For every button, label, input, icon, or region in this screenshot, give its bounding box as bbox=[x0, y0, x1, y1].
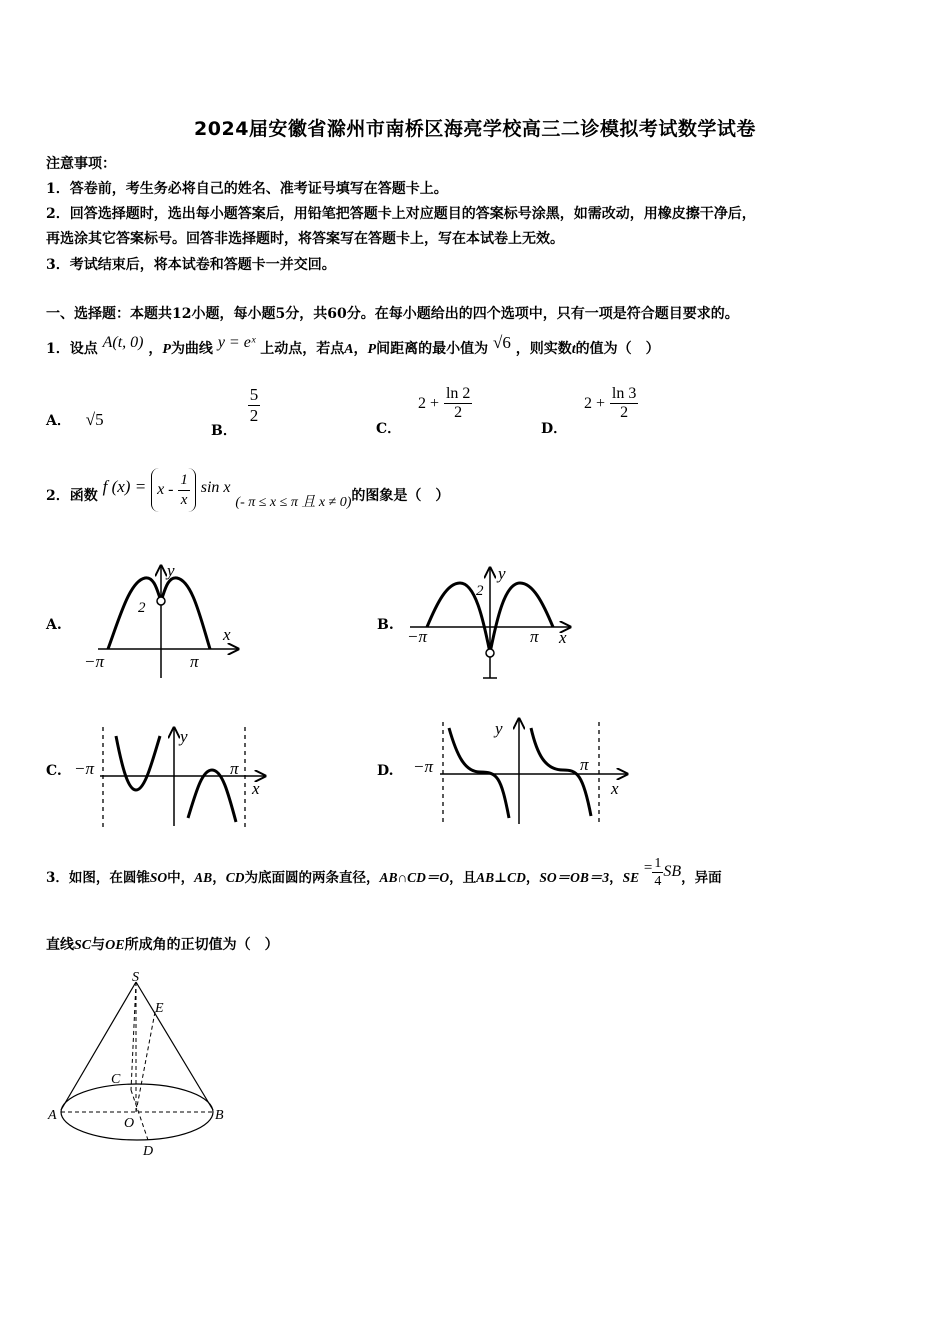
neg-pi-label: −π bbox=[413, 757, 433, 776]
q2-option-c[interactable]: C. bbox=[46, 763, 62, 779]
y-tick-label: 2 bbox=[138, 600, 146, 616]
fraction-numerator: ln 3 bbox=[611, 385, 637, 402]
q1-option-b[interactable] bbox=[211, 385, 260, 439]
q1-text: ，则实数 bbox=[515, 341, 572, 357]
notice-item-2: 2．回答选择题时，选出每小题答案后，用铅笔把答题卡上对应题目的答案标号涂黑，如需改动，用橡皮擦干净后， bbox=[46, 206, 756, 222]
q2-graph-d[interactable] bbox=[405, 714, 630, 826]
neg-pi-label: −π bbox=[84, 652, 104, 671]
q1-var-t: t bbox=[571, 342, 576, 357]
q2-option-b[interactable]: B. bbox=[377, 617, 394, 633]
fraction-denominator: 2 bbox=[620, 404, 629, 421]
fraction-numerator: 1 bbox=[654, 856, 662, 871]
generatrix-sa bbox=[61, 982, 136, 1110]
fraction-denominator: 2 bbox=[249, 406, 259, 425]
x-axis-label: x bbox=[223, 625, 231, 644]
q1-curve: y = eˣ bbox=[217, 334, 256, 351]
q3-text: 3．如图，在圆锥 bbox=[46, 870, 150, 886]
q1-option-d[interactable] bbox=[541, 385, 638, 437]
q3-text: ， bbox=[609, 870, 623, 886]
q1-min-distance: √6 bbox=[492, 333, 511, 352]
pi-label: π bbox=[530, 627, 539, 646]
fraction-numerator: ln 2 bbox=[445, 385, 471, 402]
q2-option-d[interactable]: D. bbox=[377, 763, 394, 779]
y-axis-label: y bbox=[180, 727, 188, 746]
q3-fraction bbox=[652, 855, 663, 890]
q3-math: CD bbox=[225, 870, 245, 885]
label-o: O bbox=[124, 1116, 135, 1131]
x-axis-label: x bbox=[559, 628, 567, 647]
q3-math: SC bbox=[74, 938, 92, 953]
x-axis-label: x bbox=[611, 779, 619, 798]
curve bbox=[108, 578, 210, 649]
q1-option-c[interactable] bbox=[376, 385, 472, 437]
fraction-denominator: 2 bbox=[454, 404, 463, 421]
q2-graph-a[interactable] bbox=[80, 556, 250, 682]
option-prefix: 2 + bbox=[418, 394, 440, 412]
fraction-denominator: x bbox=[180, 491, 188, 508]
q1-var-p: P bbox=[367, 342, 377, 357]
generatrix-sb bbox=[136, 982, 213, 1110]
label-c: C bbox=[111, 1072, 121, 1087]
neg-pi-label: −π bbox=[74, 759, 94, 778]
q3-text: 所成角的正切值为（ ） bbox=[124, 937, 279, 953]
curve-left bbox=[449, 728, 509, 818]
q2-function-fraction bbox=[178, 471, 190, 510]
curve-right bbox=[188, 770, 236, 822]
q3-math: AB⊥CD bbox=[476, 870, 526, 885]
y-axis-label: y bbox=[167, 561, 175, 580]
q3-text: ， bbox=[212, 870, 226, 886]
pi-label: π bbox=[580, 755, 589, 774]
q3-text: ，且 bbox=[449, 870, 477, 886]
hole-point bbox=[157, 597, 165, 605]
hole-point bbox=[486, 649, 494, 657]
y-tick-label: 2 bbox=[476, 583, 484, 599]
page-title: 2024届安徽省滁州市南桥区海亮学校高三二诊模拟考试数学试卷 bbox=[194, 118, 756, 140]
notice-item-1: 1．答卷前，考生务必将自己的姓名、准考证号填写在答题卡上。 bbox=[46, 181, 448, 197]
option-label: B． bbox=[211, 422, 237, 439]
option-label: C． bbox=[376, 420, 402, 437]
q1-text: 1．设点 bbox=[46, 341, 98, 357]
q3-text: ，异面 bbox=[681, 870, 722, 886]
q1-point-a: A(t, 0) bbox=[102, 334, 144, 351]
q3-math: SE bbox=[622, 870, 640, 885]
q3-text: 为底面圆的两条直径， bbox=[244, 870, 380, 886]
q3-text: 直线 bbox=[46, 937, 74, 953]
notice-item-2-cont: 再选涂其它答案标号。回答非选择题时，将答案写在答题卡上，写在本试卷上无效。 bbox=[46, 231, 564, 247]
question-3-line2 bbox=[46, 934, 279, 954]
q2-domain: (- π ≤ x ≤ π 且 x ≠ 0) bbox=[235, 495, 352, 510]
q3-text: ， bbox=[525, 870, 540, 886]
q2-graph-b[interactable] bbox=[405, 563, 580, 685]
q2-option-a[interactable]: A. bbox=[46, 617, 62, 633]
option-label: A． bbox=[46, 413, 71, 429]
segment-oe bbox=[136, 1012, 155, 1112]
neg-pi-label: −π bbox=[407, 627, 427, 646]
q3-cone-figure bbox=[45, 970, 245, 1160]
q3-text: 与 bbox=[91, 937, 106, 953]
option-fraction bbox=[610, 385, 638, 422]
fraction-numerator: 1 bbox=[178, 471, 190, 491]
option-prefix: 2 + bbox=[584, 394, 606, 412]
q1-text: 间距离的最小值为 bbox=[376, 341, 489, 357]
fraction-denominator: 4 bbox=[654, 874, 662, 889]
question-2 bbox=[46, 470, 449, 520]
fraction-numerator: 5 bbox=[249, 385, 259, 404]
q1-var-a: A bbox=[344, 342, 354, 357]
question-3 bbox=[46, 858, 722, 898]
q2-function-lhs: f (x) = bbox=[102, 477, 147, 496]
section-heading: 一、选择题：本题共12小题，每小题5分，共60分。在每小题给出的四个选项中，只有一项是符合题目要求的。 bbox=[46, 306, 739, 322]
curve-left bbox=[116, 736, 160, 790]
label-e: E bbox=[155, 1001, 164, 1016]
segment-sc bbox=[131, 982, 136, 1090]
question-1 bbox=[46, 333, 660, 363]
label-a: A bbox=[48, 1108, 57, 1123]
pi-label: π bbox=[230, 759, 239, 778]
q1-text: ， bbox=[353, 341, 368, 357]
option-fraction bbox=[444, 385, 472, 422]
q3-text: 中， bbox=[167, 870, 195, 886]
notice-item-3: 3．考试结束后，将本试卷和答题卡一并交回。 bbox=[46, 257, 336, 273]
option-fraction bbox=[248, 385, 261, 426]
x-axis-label: x bbox=[252, 779, 260, 798]
y-axis-label: y bbox=[495, 719, 503, 738]
q1-text: 的值为（ ） bbox=[575, 341, 660, 357]
q3-math: OE bbox=[105, 938, 125, 953]
q3-math: SB bbox=[663, 863, 682, 880]
option-value: √5 bbox=[85, 410, 104, 429]
q2-function-sin: sin x bbox=[200, 479, 231, 496]
q2-text: 2．函数 bbox=[46, 488, 98, 504]
q3-math: SO bbox=[149, 870, 168, 885]
q3-math: AB∩CD＝O bbox=[379, 870, 450, 885]
q1-text: 为曲线 bbox=[170, 341, 213, 357]
q1-option-a[interactable] bbox=[46, 410, 104, 430]
q2-function-term: x - bbox=[157, 481, 174, 498]
q1-var-p: P bbox=[162, 342, 171, 357]
q2-graph-c[interactable] bbox=[70, 722, 270, 830]
q3-math: AB bbox=[194, 870, 213, 885]
q3-math: SO＝OB＝3 bbox=[539, 870, 610, 885]
pi-label: π bbox=[190, 652, 199, 671]
q2-paren-group bbox=[151, 468, 196, 512]
y-axis-label: y bbox=[498, 564, 506, 583]
notice-heading: 注意事项： bbox=[46, 156, 116, 172]
q3-equals: = bbox=[643, 860, 653, 876]
q2-text: 的图象是（ ） bbox=[351, 488, 450, 504]
q1-text: ， bbox=[148, 341, 163, 357]
q1-text: 上动点，若点 bbox=[260, 341, 345, 357]
label-s: S bbox=[132, 970, 139, 985]
diameter-cd bbox=[131, 1090, 148, 1140]
label-b: B bbox=[215, 1108, 224, 1123]
label-d: D bbox=[143, 1144, 154, 1159]
option-label: D． bbox=[541, 420, 568, 437]
